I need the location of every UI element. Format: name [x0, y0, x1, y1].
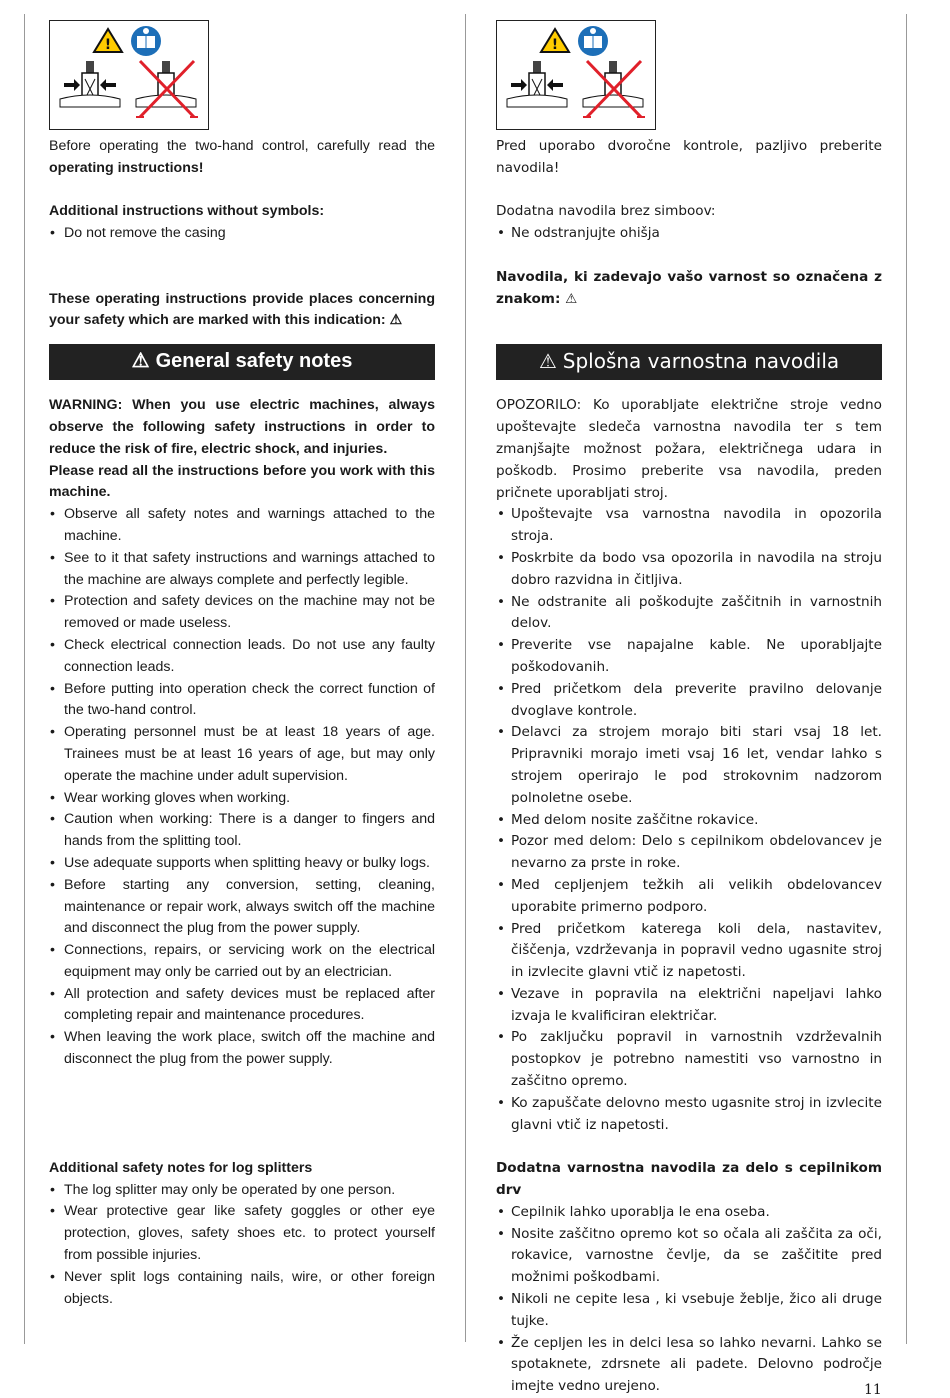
warning-triangle-icon: ⚠	[565, 290, 578, 307]
list-item: • Connections, repairs, or servicing work on the electrical equipment may only be carried out by an electrician.	[49, 940, 435, 984]
list-item: • Never split logs containing nails, wire, or other foreign objects.	[49, 1267, 435, 1311]
additional-item: • Ne odstranjujte ohišja	[496, 223, 882, 245]
list-item: • Upoštevajte vsa varnostna navodila in opozorila stroja.	[496, 504, 882, 548]
list-item: • Delavci za strojem morajo biti stari vsaj 18 let. Pripravniki morajo imeti vsaj 16 let, vendar lahko s strojem operirajo le pod strokovnim nadzorom polnoletne osebe.	[496, 722, 882, 809]
two-hand-control-pictogram	[496, 20, 656, 130]
list-item: • Pozor med delom: Delo s cepilnikom obdelovancev je nevarno za prste in roke.	[496, 831, 882, 875]
list-item: • Po zaključku popravil in varnostnih vzdrževalnih postopkov je potrebno namestiti vso varnostno in zaščitno opremo.	[496, 1027, 882, 1092]
list-item: • Wear working gloves when working.	[49, 788, 435, 810]
list-item: • Caution when working: There is a danger to fingers and hands from the splitting tool.	[49, 809, 435, 853]
list-item: • Ne odstranite ali poškodujte zaščitnih in varnostnih delov.	[496, 592, 882, 636]
svg-text:!: !	[551, 37, 559, 53]
list-item: • Wear protective gear like safety goggles or other eye protection, gloves, safety shoes etc. to protect yourself from possible injuries.	[49, 1201, 435, 1266]
warning-paragraph: OPOZORILO: Ko uporabljate električne stroje vedno upoštevajte sledeča varnostna navodila ter s tem zmanjšajte možnost požara, električnega udara in poškodb. Prosimo preberite vsa navodila, preden pričnete uporabljati stroj.	[496, 397, 882, 501]
intro-text: Before operating the two-hand control, carefully read the operating instructions!	[49, 138, 435, 176]
list-item: • Vezave in popravila na električni napeljavi lahko izvaja le kvalificiran električar.	[496, 984, 882, 1028]
log-splitter-heading: Dodatna varnostna navodila za delo s cepilnikom drv	[496, 1160, 882, 1199]
list-item: • Operating personnel must be at least 18 years of age. Trainees must be at least 16 years of age, but may only operate the machine under adult supervision.	[49, 722, 435, 787]
list-item: • The log splitter may only be operated by one person.	[49, 1180, 435, 1202]
section-heading: ⚠ General safety notes	[49, 344, 435, 380]
left-margin-rule	[24, 14, 25, 1344]
list-item: • Nosite zaščitno opremo kot so očala ali zaščita za oči, rokavice, varnostne čevlje, da se zaščitite pred možnimi poškodbami.	[496, 1224, 882, 1289]
list-item: • Pred pričetkom dela preverite pravilno delovanje dvoglave kontrole.	[496, 679, 882, 723]
log-splitter-list	[496, 1202, 882, 1398]
intro-bold: operating instructions!	[49, 159, 204, 176]
log-splitter-heading: Additional safety notes for log splitters	[49, 1159, 313, 1176]
list-item: • Ko zapuščate delovno mesto ugasnite stroj in izvlecite glavni vtič iz napetosti.	[496, 1093, 882, 1137]
two-hand-control-pictogram	[49, 20, 209, 130]
warning-triangle-icon: ⚠	[131, 350, 150, 373]
list-item: • Before putting into operation check the correct function of the two-hand control.	[49, 679, 435, 723]
list-item: • Med delom nosite zaščitne rokavice.	[496, 810, 882, 832]
list-item: • Pred pričetkom katerega koli dela, nastavitev, čiščenja, vzdrževanja in popravil vedno ugasnite stroj in izvlecite glavni vtič iz napetosti.	[496, 919, 882, 984]
log-splitter-list	[49, 1180, 435, 1311]
list-item: • See to it that safety instructions and warnings attached to the machine are always complete and perfectly legible.	[49, 548, 435, 592]
safety-list	[49, 504, 435, 1071]
additional-heading: Dodatna navodila brez simboov:	[496, 203, 716, 220]
please-read: Please read all the instructions before you work with this machine.	[49, 462, 435, 501]
column-divider	[465, 14, 466, 1342]
warning-paragraph: WARNING: When you use electric machines, always observe the following safety instructions in order to reduce the risk of fire, electric shock, and injuries.	[49, 397, 435, 457]
warning-triangle-icon: ⚠	[389, 312, 403, 329]
list-item: • Nikoli ne cepite lesa , ki vsebuje žeblje, žico ali druge tujke.	[496, 1289, 882, 1333]
list-item: • All protection and safety devices must be replaced after completing repair and maintenance procedures.	[49, 984, 435, 1028]
list-item: • Check electrical connection leads. Do not use any faulty connection leads.	[49, 635, 435, 679]
svg-text:!: !	[104, 37, 112, 53]
list-item: • Poskrbite da bodo vsa opozorila in navodila na stroju dobro razvidna in čitljiva.	[496, 548, 882, 592]
list-item: • Before starting any conversion, setting, cleaning, maintenance or repair work, always switch off the machine and disconnect the plug from the power supply.	[49, 875, 435, 940]
list-item: • Protection and safety devices on the machine may not be removed or made useless.	[49, 591, 435, 635]
section-heading: ⚠ Splošna varnostna navodila	[496, 344, 882, 380]
warning-triangle-icon: ⚠	[538, 349, 557, 374]
indication-text: These operating instructions provide places concerning your safety which are marked with this indication: ⚠	[49, 290, 435, 329]
list-item: • Že cepljen les in delci lesa so lahko nevarni. Lahko se spotaknete, zdrsnete ali padete. Delovno področje imejte vedno urejeno.	[496, 1333, 882, 1398]
list-item: • Observe all safety notes and warnings attached to the machine.	[49, 504, 435, 548]
list-item: • Cepilnik lahko uporablja le ena oseba.	[496, 1202, 882, 1224]
right-margin-rule	[906, 14, 907, 1344]
additional-heading: Additional instructions without symbols:	[49, 203, 325, 220]
safety-list	[496, 504, 882, 1136]
list-item: • Use adequate supports when splitting heavy or bulky logs.	[49, 853, 435, 875]
additional-item: • Do not remove the casing	[49, 223, 435, 245]
slovenian-column	[496, 20, 882, 1398]
list-item: • When leaving the work place, switch off the machine and disconnect the plug from the power supply.	[49, 1027, 435, 1071]
list-item: • Preverite vse napajalne kable. Ne uporabljajte poškodovanih.	[496, 635, 882, 679]
page-number: 11	[864, 1382, 882, 1398]
english-column	[49, 20, 435, 1310]
intro-text: Pred uporabo dvoročne kontrole, pazljivo preberite navodila!	[496, 138, 882, 176]
list-item: • Med cepljenjem težkih ali velikih obdelovancev uporabite primerno podporo.	[496, 875, 882, 919]
indication-text: Navodila, ki zadevajo vašo varnost so označena z znakom: ⚠	[496, 268, 882, 307]
